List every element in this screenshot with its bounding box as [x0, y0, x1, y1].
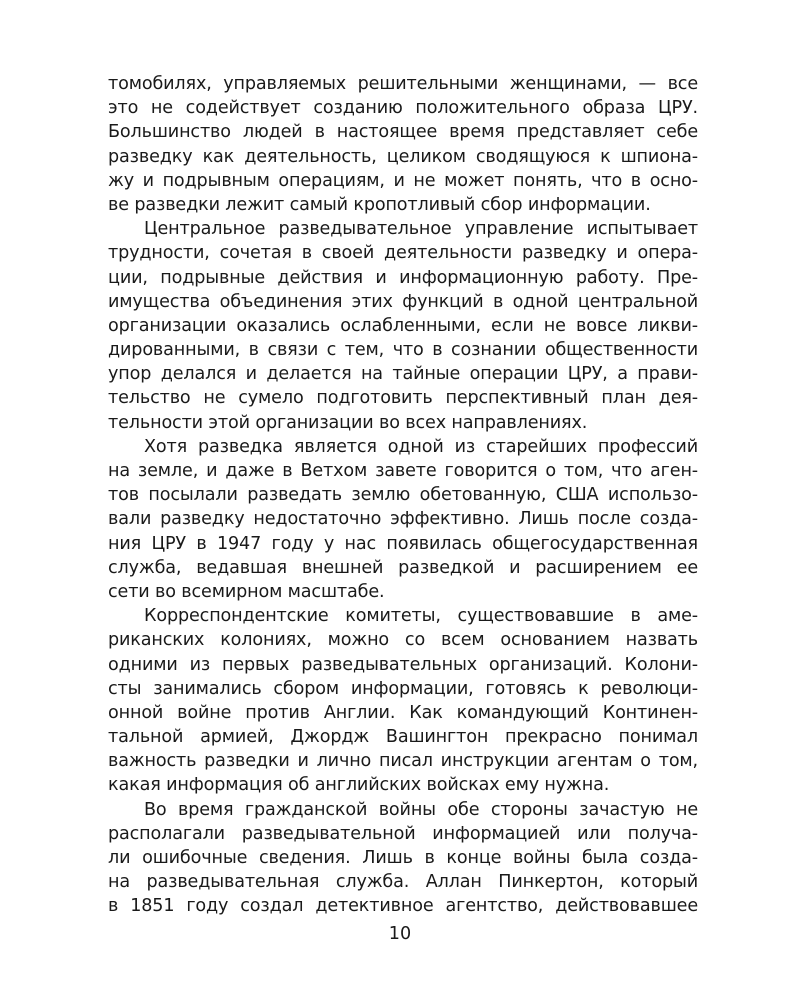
- text-line: на земле, и даже в Ветхом завете говорится о том, что аген-: [108, 461, 698, 481]
- text-line: онной войне против Англии. Как командующий Континен-: [108, 702, 698, 723]
- paragraph: [108, 798, 698, 919]
- page-body: [108, 72, 698, 919]
- text-line: вали разведку недостаточно эффективно. Лишь после созда-: [108, 509, 698, 530]
- page-number: 10: [388, 924, 412, 944]
- text-line: ве разведки лежит самый кропотливый сбор информации.: [108, 194, 651, 215]
- paragraph: [108, 217, 698, 435]
- text-line: трудности, сочетая в своей деятельности разведку и опера-: [108, 243, 698, 264]
- text-line: одними из первых разведывательных организаций. Колони-: [108, 654, 698, 675]
- text-line: жу и подрывным операциям, и не может понять, что в осно-: [108, 170, 698, 191]
- text-line: тельности этой организации во всех направлениях.: [108, 412, 588, 433]
- text-line: тельство не сумело подготовить перспективный план дея-: [108, 388, 698, 409]
- text-line: разведку как деятельность, целиком сводящуюся к шпиона-: [108, 146, 698, 167]
- paragraph: [108, 435, 698, 604]
- text-line: ции, подрывные действия и информационную работу. Пре-: [108, 267, 698, 288]
- text-line: сты занимались сбором информации, готовясь к революци-: [108, 678, 698, 699]
- text-line: сети во всемирном масштабе.: [108, 581, 385, 602]
- text-line: ли ошибочные сведения. Лишь в конце войны была созда-: [108, 848, 698, 868]
- text-line: Центральное разведывательное управление испытывает: [144, 219, 698, 240]
- text-line: важность разведки и лично писал инструкции агентам о том,: [108, 751, 698, 772]
- text-line: риканских колониях, можно со всем основанием назвать: [108, 630, 698, 651]
- text-line: какая информация об английских войсках ему нужна.: [108, 775, 610, 796]
- text-line: дированными, в связи с тем, что в сознании общественности: [108, 340, 698, 361]
- text-line: организации оказались ослабленными, если не вовсе ликви-: [108, 315, 698, 336]
- text-line: томобилях, управляемых решительными женщинами, — все: [108, 74, 698, 94]
- text-line: служба, ведавшая внешней разведкой и расширением ее: [108, 557, 698, 578]
- paragraph: [108, 72, 698, 217]
- text-line: располагали разведывательной информацией или получа-: [108, 823, 698, 844]
- text-line: тальной армией, Джордж Вашингтон прекрасно понимал: [108, 727, 698, 748]
- text-line: ния ЦРУ в 1947 году у нас появилась общегосударственная: [108, 533, 698, 554]
- paragraph: [108, 604, 698, 798]
- text-line: в 1851 году создал детективное агентство, действовавшее: [108, 896, 698, 917]
- text-line: тов посылали разведать землю обетованную, США использо-: [108, 485, 698, 506]
- text-line: упор делался и делается на тайные операции ЦРУ, а прави-: [108, 364, 698, 385]
- text-line: Во время гражданской войны обе стороны зачастую не: [144, 799, 698, 820]
- text-line: имущества объединения этих функций в одной центральной: [108, 291, 698, 312]
- text-line: Большинство людей в настоящее время представляет себе: [108, 122, 698, 143]
- text-line: на разведывательная служба. Аллан Пинкертон, который: [108, 872, 698, 893]
- text-line: это не содействует созданию положительного образа ЦРУ.: [108, 98, 698, 119]
- text-line: Корреспондентские комитеты, существовавшие в аме-: [144, 606, 698, 627]
- text-line: Хотя разведка является одной из старейших профессий: [144, 436, 698, 457]
